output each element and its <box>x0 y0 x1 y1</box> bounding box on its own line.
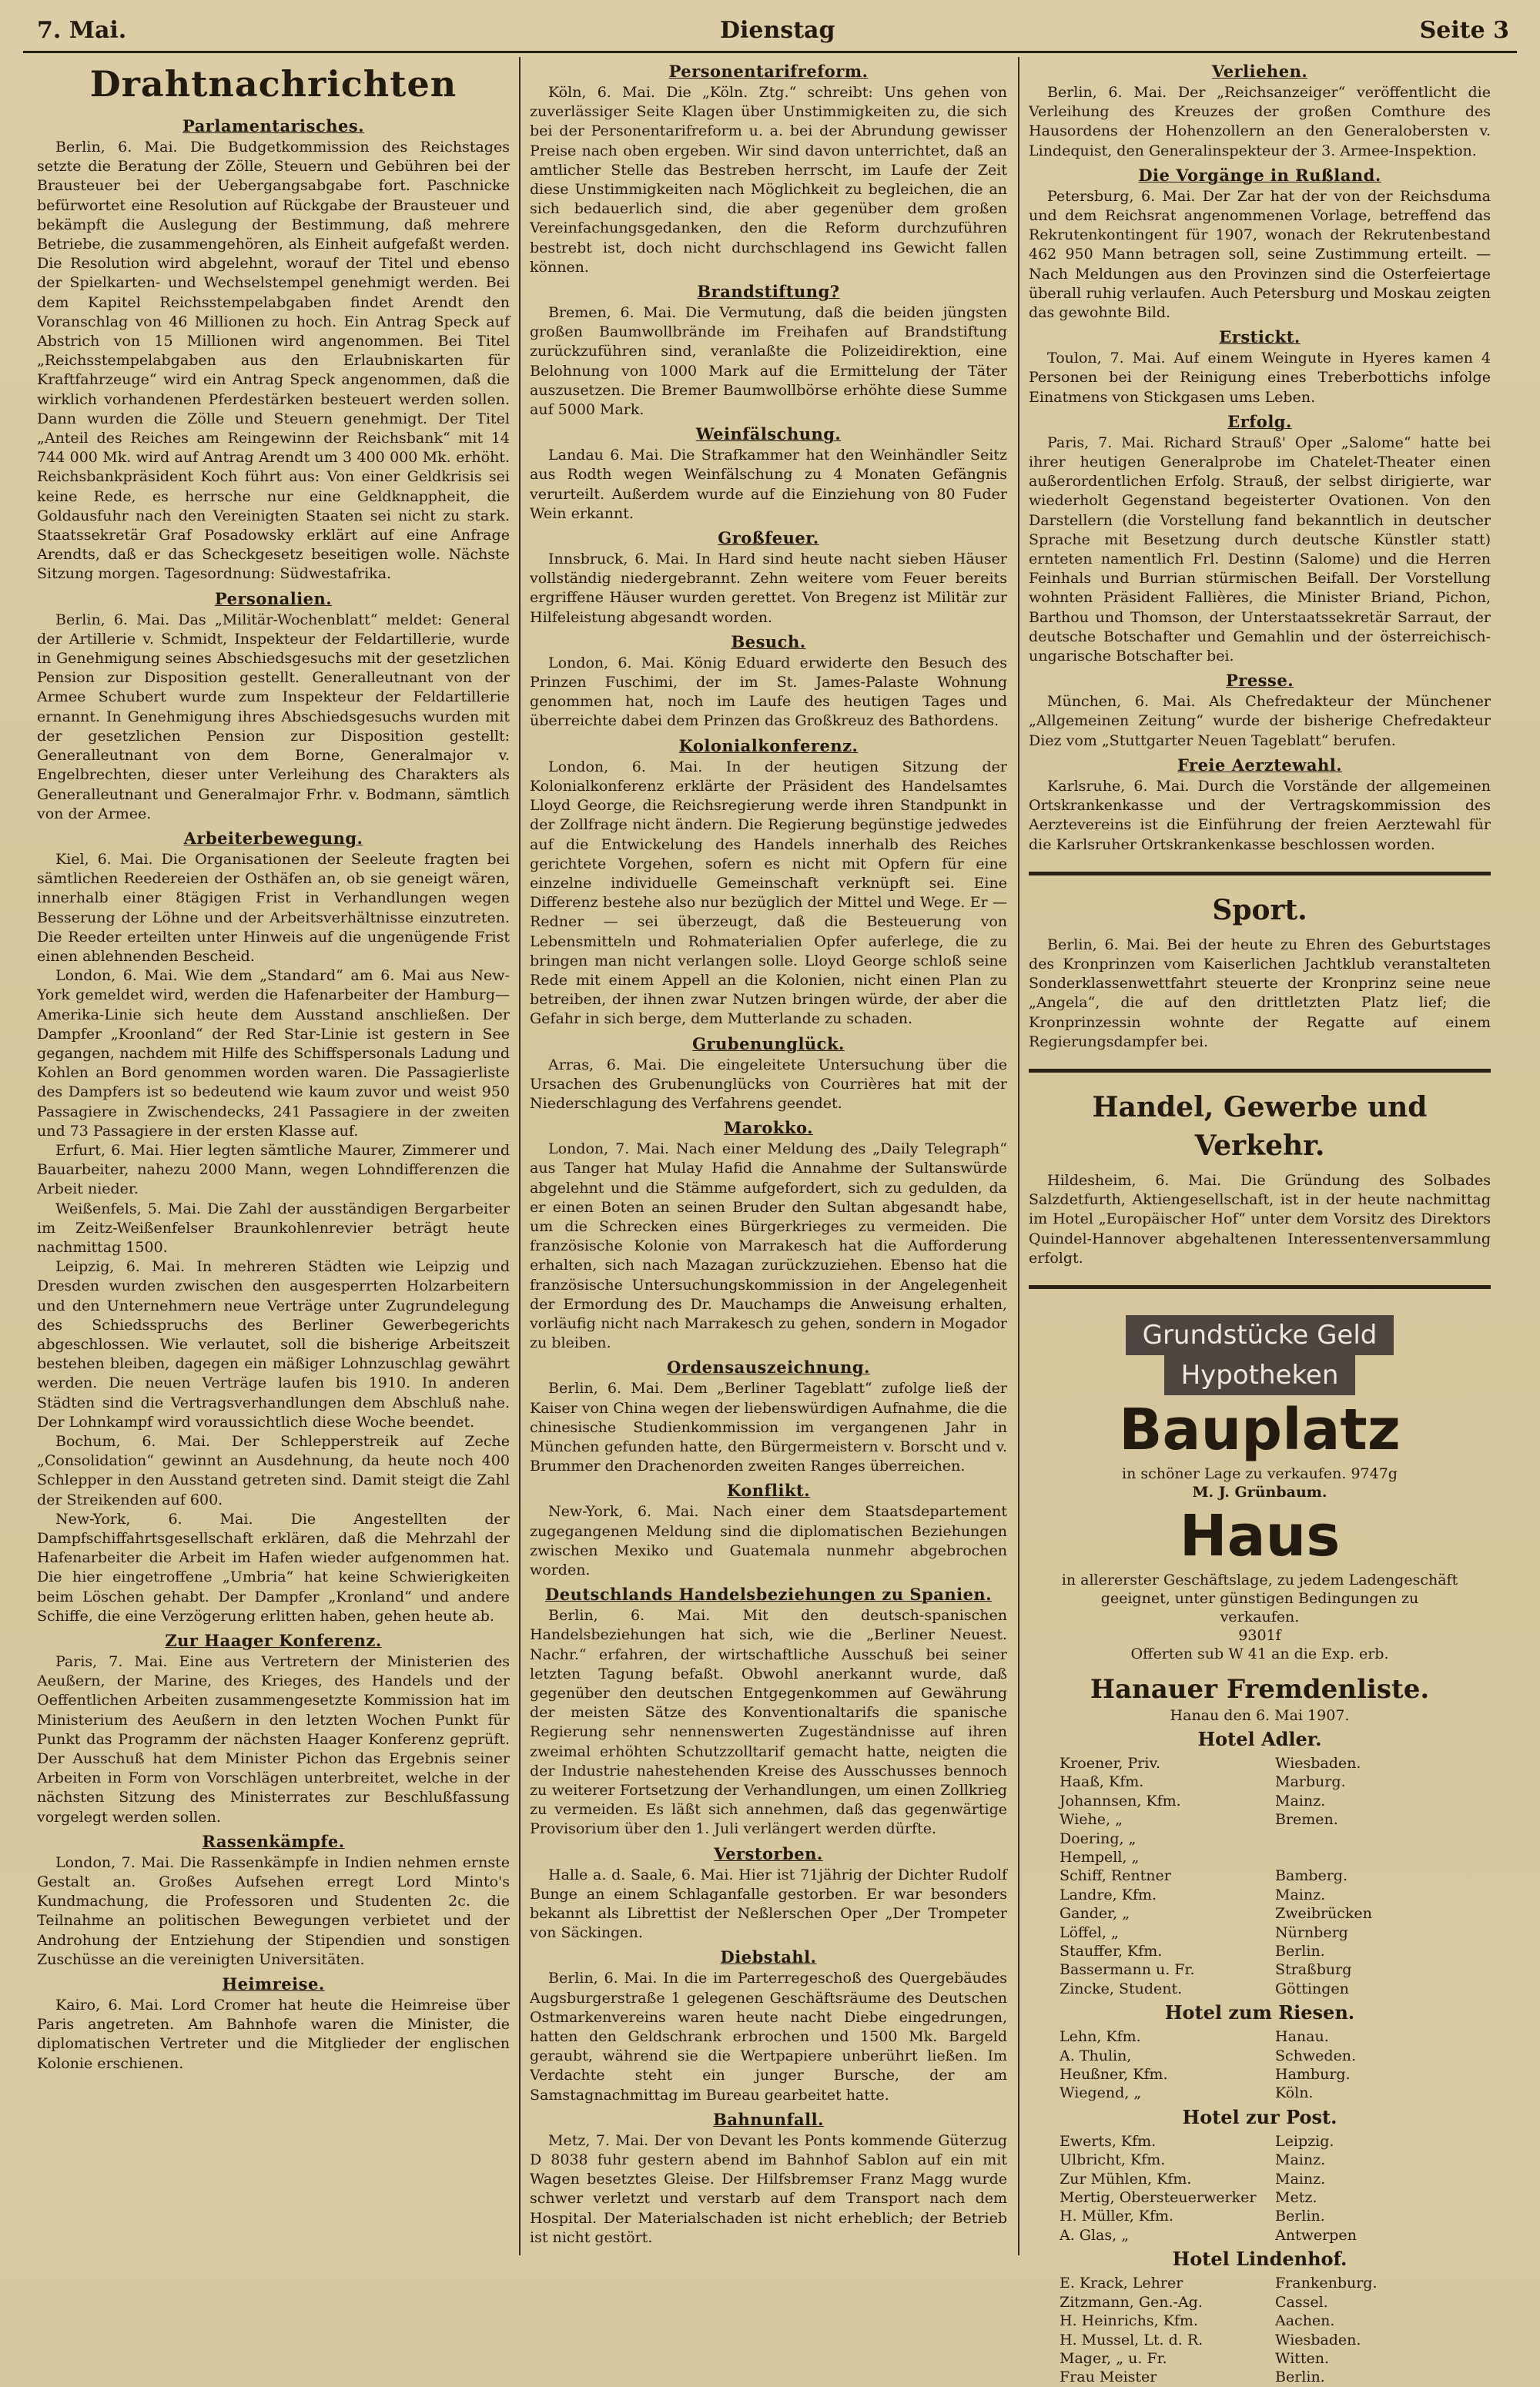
guest-row <box>1029 2331 1491 2349</box>
article-paragraph: Kairo, 6. Mai. Lord Cromer hat heute die Heimreise über Paris angetreten. Am Bahnhofe waren die Minister, die diplomatischen Vertreter und die Mitglieder der englischen Kolonie erschienen. <box>37 1997 510 2072</box>
guest-origin: Mainz. <box>1275 2170 1326 2188</box>
commerce-paragraph: Hildesheim, 6. Mai. Die Gründung des Solbades Salzdetfurth, Aktiengesellschaft, ist in der heute nachmittag im Hotel „Europäischer Hof“ unter dem Vorsitz des Direktors Quindel-Hannover abgehaltenen Interessentenversammlung erfolgt. <box>1029 1171 1491 1267</box>
sport-heading: Sport. <box>1212 893 1307 926</box>
page-header <box>0 0 1540 54</box>
article-paragraph: Petersburg, 6. Mai. Der Zar hat der von der Reichsduma und dem Reichsrat angenommenen Vorlage, betreffend das Rekrutenkontingent für 1907, wonach der Rekrutenbestand 462 950 Mann betragen soll, seine Zustimmung erteilt. — Nach Meldungen aus den Provinzen sind die Osterfeiertage überall ruhig verlaufen. Auch Petersburg und Moskau zeigten das gewohnte Bild. <box>1029 187 1491 322</box>
guest-origin: Berlin. <box>1275 2208 1325 2225</box>
ad-number: 9747g <box>1351 1465 1398 1482</box>
section-rule <box>1029 1285 1491 1289</box>
section-heading: Großfeuer. <box>718 528 819 548</box>
guest-row <box>1029 2188 1491 2207</box>
article-paragraph: Karlsruhe, 6. Mai. Durch die Vorstände der allgemeinen Ortskrankenkasse und der Vertragskommission des Aerztevereins ist die Einführung der freien Aerztewahl für die Karlsruher Ortskrankenkasse beschlossen worden. <box>1029 777 1491 853</box>
article-paragraph: Arras, 6. Mai. Die eingeleitete Untersuchung über die Ursachen des Grubenunglücks von Courrières hat mit der Niederschlagung des Verfahrens geendet. <box>530 1056 1007 1112</box>
guest-name: Schiff, Rentner <box>1060 1867 1171 1885</box>
guest-row <box>1029 1866 1491 1885</box>
guest-row <box>1029 2274 1491 2292</box>
ad-bauplatz: Bauplatz <box>1119 1396 1401 1463</box>
hotel-name: Hotel Adler. <box>1197 1727 1322 1750</box>
guest-name: Mager, „ u. Fr. <box>1060 2349 1167 2367</box>
guest-row <box>1029 2293 1491 2312</box>
guest-row <box>1029 1754 1491 1773</box>
guest-row <box>1029 2151 1491 2169</box>
guest-row <box>1029 1980 1491 1998</box>
section-heading: Arbeiterbewegung. <box>183 828 363 848</box>
hotel-name: Hotel Lindenhof. <box>1172 2248 1348 2271</box>
guest-row <box>1029 2065 1491 2084</box>
guest-origin: Bremen. <box>1275 1811 1338 1829</box>
article-paragraph: London, 7. Mai. Nach einer Meldung des „Daily Telegraph“ aus Tanger hat Mulay Hafid die Annahme der Sultanswürde abgelehnt und die Stämme aufgefordert, sich zu gedulden, da er einen Boten an seinen Bruder den Sultan abgesandt habe, um die Schrecken eines Bürgerkrieges zu vermeiden. Die französische Kolonie von Marrakesch hat die Aufforderung erhalten, sich nach Mazagan zurückzuziehen. Ebenso hat die französische Untersuchungskommission in der Angelegenheit der Ermordung des Dr. Mauchamps die Anweisung erhalten, vorläufig nicht nach Marrakesch zu gehen, sondern in Mogador zu bleiben. <box>530 1140 1007 1352</box>
guest-row <box>1029 2207 1491 2225</box>
guest-row <box>1029 1830 1491 1848</box>
guest-row <box>1029 2047 1491 2065</box>
masthead: Drahtnachrichten <box>89 63 457 105</box>
guest-name: Gander, „ <box>1060 1905 1130 1923</box>
guest-row <box>1029 1923 1491 1942</box>
section-heading: Kolonialkonferenz. <box>678 735 859 755</box>
article-paragraph: Innsbruck, 6. Mai. In Hard sind heute nacht sieben Häuser vollständig niedergebrannt. Zehn weitere vom Feuer bereits ergriffene Häuser wurden gerettet. Von Bregenz ist Militär zur Hilfeleistung abgesandt worden. <box>530 551 1007 626</box>
guest-row <box>1029 1792 1491 1810</box>
guest-name: Frau Meister <box>1060 2369 1157 2386</box>
hotel-name: Hotel zur Post. <box>1182 2105 1337 2128</box>
guest-name: Mertig, Obersteuerwerker <box>1060 2189 1257 2207</box>
guest-name: Stauffer, Kfm. <box>1060 1943 1163 1960</box>
ad-box-line: Grundstücke Geld <box>1126 1315 1394 1355</box>
guest-row <box>1029 1773 1491 1791</box>
guest-name: Zitzmann, Gen.-Ag. <box>1060 2293 1203 2311</box>
column-middle <box>530 57 1007 2255</box>
section-heading: Verliehen. <box>1211 62 1308 81</box>
article-paragraph: Bochum, 6. Mai. Der Schlepperstreik auf Zeche „Consolidation“ gewinnt an Ausdehnung, da heute noch 400 Schlepper in den Ausstand getreten sind. Damit steigt die Zahl der Streikenden auf 600. <box>37 1433 510 1508</box>
article-paragraph: Berlin, 6. Mai. Dem „Berliner Tageblatt“ zufolge ließ der Kaiser von China wegen der liebenswürdigen Aufnahme, die die chinesische Studienkommission im vergangenen Jahr in München gefunden hatte, den Bürgermeistern v. Borscht und v. Brummer den Drachenorden zweiten Ranges überreichen. <box>530 1380 1007 1475</box>
section-heading: Bahnunfall. <box>713 2109 824 2129</box>
section-rule <box>1029 1069 1491 1073</box>
guest-origin: Bamberg. <box>1275 1867 1348 1885</box>
guest-origin: Witten. <box>1275 2349 1330 2367</box>
column-divider <box>1018 57 1019 2255</box>
article-paragraph: Berlin, 6. Mai. Der „Reichsanzeiger“ veröffentlicht die Verleihung des Kreuzes der großen Comthure des Hausordens der Hohenzollern an den Generalobersten v. Lindequist, den Generalinspekteur der 3. Armee-Inspektion. <box>1029 84 1491 159</box>
header-date: 7. Mai. <box>37 17 127 44</box>
guest-origin: Berlin. <box>1275 2369 1325 2386</box>
article-paragraph: Metz, 7. Mai. Der von Devant les Ponts kommende Güterzug D 8038 fuhr gestern abend im Bahnhof Sablon auf ein mit Wagen besetztes Gleise. Der Hilfsbremser Franz Magg wurde schwer verletzt und verstarb auf dem Transport nach dem Hospital. Der Materialschaden ist nicht erheblich; der Betrieb ist nicht gestört. <box>530 2131 1007 2246</box>
section-heading: Verstorben. <box>714 1843 823 1863</box>
section-heading: Personentarifreform. <box>668 62 869 81</box>
guest-origin: Metz. <box>1275 2189 1317 2207</box>
guest-name: E. Krack, Lehrer <box>1060 2275 1183 2292</box>
guest-origin: Schweden. <box>1275 2047 1357 2064</box>
article-paragraph: Leipzig, 6. Mai. In mehreren Städten wie Leipzig und Dresden wurden zwischen den ausgesperrten Holzarbeitern und den Unternehmern neue Verträge unter Zugrundelegung des Schiedsspruchs des Berliner Gewerbegerichts abgeschlossen. Wie verlautet, soll die bisherige Arbeitszeit bestehen bleiben, dagegen ein mäßiger Lohnzuschlag gewährt werden. Die neuen Verträge laufen bis 1910. In anderen Städten sind die Vertragsverhandlungen dem Abschluß nahe. Der Lohnkampf wird voraussichtlich diese Woche beendet. <box>37 1258 510 1431</box>
guest-name: Ulbricht, Kfm. <box>1060 2151 1166 2169</box>
guest-origin: Frankenburg. <box>1275 2275 1378 2292</box>
article-paragraph: Köln, 6. Mai. Die „Köln. Ztg.“ schreibt: Uns gehen von zuverlässiger Seite Klagen über Unstimmigkeiten zu, die sich bei der Personentarifreform u. a. bei der Abrundung gewisser Preise nach oben ergeben. Wir sind davon unterrichtet, daß an amtlicher Stelle das Bestreben herrscht, im Laufe der Zeit diese Unstimmigkeiten nach Möglichkeit zu begleichen, die an sich bedauerlich sind, die aber gegenüber dem großen Vereinfachungsgedanken, den die Reform durchzuführen bestrebt ist, doch nicht durchschlagend ins Gewicht fallen können. <box>530 84 1007 276</box>
guest-name: A. Glas, „ <box>1060 2226 1130 2244</box>
guest-name: Hempell, „ <box>1060 1848 1140 1866</box>
article-paragraph: London, 6. Mai. In der heutigen Sitzung der Kolonialkonferenz erklärte der Präsident des Handelsamtes Lloyd George, die Reichsregierung werde ihren Standpunkt in der Zollfrage nicht ändern. Die Regierung begünstige jedwedes auf die Entwickelung des Handels innerhalb des Reiches gerichtete Vorgehen, sofern es nicht mit Opfern für eine einzelne individuelle Gemeinschaft verknüpft sei. Eine Differenz bestehe also nur bezüglich der Mittel und Wege. Er — Redner — sei überzeugt, daß die Besteuerung von Lebensmitteln und Rohmaterialien Opfer auferlege, die zu bringen man nicht verlangen solle. Lloyd George schloß seine Rede mit einem Appell an die Kolonien, nicht einen Plan zu betreiben, der ihnen zwar Nutzen bringen würde, der aber die Gefahr in sich berge, dem Mutterlande zu schaden. <box>530 758 1007 1028</box>
ad-text: in schöner Lage zu verkaufen. <box>1122 1465 1347 1482</box>
section-heading: Personalien. <box>214 588 333 608</box>
guest-origin: Mainz. <box>1275 2151 1326 2169</box>
section-heading: Deutschlands Handelsbeziehungen zu Spanien. <box>544 1585 993 1605</box>
guest-origin: Aachen. <box>1275 2312 1335 2330</box>
guest-origin: Göttingen <box>1275 1980 1349 1997</box>
guest-origin: Wiesbaden. <box>1275 2331 1361 2348</box>
article-paragraph: London, 6. Mai. Wie dem „Standard“ am 6. Mai aus New-York gemeldet wird, werden die Hafenarbeiter der Hamburg—Amerika-Linie sich heute dem Ausstand anschließen. Der Dampfer „Kroonland“ der Red Star-Linie ist gestern in See gegangen, nachdem mit Hilfe des Schiffspersonals Ladung und Kohlen an Bord genommen worden waren. Die Passagierliste des Dampfers ist so bedeutend wie kaum zuvor und weist 950 Passagiere in Zwischendecks, 241 Passagiere in der zweiten und 73 Passagiere in der ersten Klasse auf. <box>37 967 510 1140</box>
guest-origin: Mainz. <box>1275 1886 1326 1903</box>
article-paragraph: London, 7. Mai. Die Rassenkämpfe in Indien nehmen ernste Gestalt an. Großes Aufsehen erregt Lord Minto's Kundmachung, die Professoren und Studenten 2c. die Teilnahme an politischen Bewegungen verbietet und der Androhung der Entziehung der Stipendien und sonstigen Zuschüsse an die vereinigten Universitäten. <box>37 1853 510 1968</box>
guest-name: Lehn, Kfm. <box>1060 2028 1141 2046</box>
guest-name: Doering, „ <box>1060 1830 1137 1847</box>
guest-name: Bassermann u. Fr. <box>1060 1961 1195 1979</box>
guest-row <box>1029 2132 1491 2151</box>
article-paragraph: Kiel, 6. Mai. Die Organisationen der Seeleute fragten bei sämtlichen Reedereien der Osthäfen an, ob sie geneigt wären, innerhalb einer 8tägigen Frist in Verhandlungen wegen Besserung der Löhne und der Arbeitsverhältnisse einzutreten. Die Reeder erteilten unter Hinweis auf die ungenügende Frist einen ablehnenden Bescheid. <box>37 850 510 965</box>
guest-row <box>1029 1904 1491 1923</box>
section-heading: Die Vorgänge in Rußland. <box>1138 165 1381 185</box>
section-heading: Konflikt. <box>726 1481 811 1501</box>
article-paragraph: Erfurt, 6. Mai. Hier legten sämtliche Maurer, Zimmerer und Bauarbeiter, nahezu 2000 Mann, wegen Lohndifferenzen die Arbeit nieder. <box>37 1141 510 1198</box>
ad-box-wrapper <box>1060 1315 1460 1395</box>
section-heading: Brandstiftung? <box>697 282 840 302</box>
guest-origin: Köln. <box>1275 2084 1314 2102</box>
ad-box-line: Hypotheken <box>1164 1355 1356 1395</box>
guest-name: Kroener, Priv. <box>1060 1754 1160 1772</box>
section-heading: Presse. <box>1225 671 1294 691</box>
guest-row <box>1029 2084 1491 2102</box>
section-heading: Ordensauszeichnung. <box>667 1358 870 1378</box>
header-rule <box>23 51 1517 53</box>
guest-row <box>1029 2226 1491 2245</box>
guest-name: Heußner, Kfm. <box>1060 2066 1168 2084</box>
guest-origin: Berlin. <box>1275 1943 1325 1960</box>
section-heading: Heimreise. <box>222 1974 325 1994</box>
hotel-name: Hotel zum Riesen. <box>1164 2001 1355 2024</box>
guest-name: H. Heinrichs, Kfm. <box>1060 2312 1198 2330</box>
article-paragraph: München, 6. Mai. Als Chefredakteur der Münchener „Allgemeinen Zeitung“ wurde der bisherige Chefredakteur Diez vom „Stuttgarter Neuen Tageblatt“ berufen. <box>1029 693 1491 749</box>
header-page-number: Seite 3 <box>1419 17 1509 44</box>
guest-name: Landre, Kfm. <box>1060 1886 1157 1903</box>
sport-paragraph: Berlin, 6. Mai. Bei der heute zu Ehren des Geburtstages des Kronprinzen vom Kaiserlichen Jachtklub veranstalteten Sonderklassenwettfahrt steuerte der Kronprinz seine neue „Angela“, die auf den drittletzten Platz lief; die Kronprinzessin wohnte der Regatte auf einem Regierungsdampfer bei. <box>1029 936 1491 1050</box>
guest-origin: Straßburg <box>1275 1961 1352 1979</box>
section-rule <box>1029 872 1491 875</box>
ad-advertiser: M. J. Grünbaum. <box>1192 1483 1327 1501</box>
article-paragraph: Berlin, 6. Mai. Mit den deutsch-spanischen Handelsbeziehungen hat sich, wie die „Berliner Neuest. Nachr.“ erfahren, der wirtschaftliche Ausschuß bei seiner letzten Tagung befaßt. Obwohl anerkannt wurde, daß gegenüber den deutschen Entgegenkommen auf Gewährung der meisten Sätze des Konventionaltarifs die spanische Regierung sehr nennenswerten Zugeständnisse auf ihren zweimal erhöhten Schutzzolltarif gemacht hatte, neigten die der Industrie nahestehenden Kreise des Ausschusses bennoch zu weiterer Fortsetzung der Verhandlungen, um einen Zollkrieg zu vermeiden. Es läßt sich annehmen, daß das gegenwärtige Provisorium über den 1. Juli verlängert werden dürfte. <box>530 1607 1007 1838</box>
section-heading: Erstickt. <box>1219 327 1301 347</box>
ad-number: 9301f <box>1238 1626 1281 1644</box>
guest-origin: Wiesbaden. <box>1275 1754 1361 1772</box>
section-heading: Marokko. <box>724 1118 813 1138</box>
guest-list-date: Hanau den 6. Mai 1907. <box>1170 1706 1350 1724</box>
section-heading: Grubenunglück. <box>692 1033 845 1053</box>
header-day: Dienstag <box>720 17 835 44</box>
article-paragraph: Bremen, 6. Mai. Die Vermutung, daß die beiden jüngsten großen Baumwollbrände im Freihafen auf Brandstiftung zurückzuführen sind, veranlaßte die Polizeidirektion, eine Belohnung von 1000 Mark auf die Ermittelung der Täter auszusetzen. Die Bremer Baumwollbörse erhöhte diese Summe auf 5000 Mark. <box>530 304 1007 419</box>
guest-row <box>1029 1886 1491 1904</box>
article-paragraph: Weißenfels, 5. Mai. Die Zahl der ausständigen Bergarbeiter im Zeitz-Weißenfelser Braunkohlenrevier beträgt heute nachmittag 1500. <box>37 1200 510 1256</box>
guest-name: A. Thulin, <box>1060 2047 1132 2064</box>
article-paragraph: Berlin, 6. Mai. In die im Parterregeschoß des Quergebäudes Augsburgerstraße 1 gelegenen Geschäftsräume des Deutschen Ostmarkenvereins waren heute nacht Diebe eingedrungen, hatten den Geldschrank erbrochen und 1500 Mk. Bargeld geraubt, während sie die Wertpapiere unberührt ließen. Im Verdachte steht ein junger Bursche, der am Samstagnachmittag im Bureau gearbeitet hatte. <box>530 1970 1007 2104</box>
guest-name: Löffel, „ <box>1060 1923 1119 1941</box>
hotel-guest-list <box>1029 1672 1491 2387</box>
article-paragraph: Paris, 7. Mai. Richard Straußꞌ Oper „Salome“ hatte bei ihrer heutigen Generalprobe im Chatelet-Theater einen außerordentlichen Erfolg. Strauß, der selbst dirigierte, war wiederholt Gegenstand begeisterter Ovationen. Von den Darstellern (die Vorstellung fand bekanntlich in deutscher Sprache mit Besetzung durch deutsche Künstler statt) ernteten namentlich Frl. Destinn (Salome) und die Herren Feinhals und Burrian stürmischen Beifall. Der Vorstellung wohnten Präsident Fallières, die Minister Briand, Pichon, Barthou und Thomson, der Unterstaatssekretär Sarraut, der deutsche Botschafter und Gemahlin und der österreichisch-ungarische Botschafter bei. <box>1029 434 1491 665</box>
section-heading: Erfolg. <box>1227 411 1292 431</box>
real-estate-advertisement <box>1060 1315 1460 1663</box>
article-paragraph: New-York, 6. Mai. Die Angestellten der Dampfschiffahrtsgesellschaft erklären, daß die Mehrzahl der Hafenarbeiter die Arbeit im Hafen wieder aufgenommen hat. Die hier eingetroffene „Umbria“ hat keine Schwierigkeiten beim Löschen gehabt. Der Dampfer „Kronland“ und andere Schiffe, die eine Verzögerung erlitten haben, gehen heute ab. <box>37 1510 510 1625</box>
guest-row <box>1029 2368 1491 2386</box>
guest-origin: Marburg. <box>1275 1773 1346 1791</box>
article-paragraph: Berlin, 6. Mai. Die Budgetkommission des Reichstages setzte die Beratung der Zölle, Steuern und Gebühren bei der Brausteuer bei der Uebergangsabgabe fort. Paschnicke befürwortet eine Resolution auf Rückgabe der Brausteuer und bekämpft die Auslegung der Bestimmung, daß mehrere Betriebe, die zusammengehören, als Einheit aufgefaßt werden. Die Resolution wird abgelehnt, worauf der Titel und ebenso der Spielkarten- und Wechselstempel genehmigt werden. Bei dem Kapitel Reichsstempelabgaben findet Arendt den Voranschlag von 46 Millionen zu hoch. Ein Antrag Speck auf Abstrich von 15 Millionen wird angenommen. Bei Titel „Reichsstempelabgaben aus den Erlaubniskarten für Kraftfahrzeuge“ wird ein Antrag Speck angenommen, daß die wirklich vorhandenen Pferdestärken besteuert werden sollen. Dann wurden die Zölle und Steuern genehmigt. Der Titel „Anteil des Reiches am Reingewinn der Reichsbank“ mit 14 744 000 Mk. wird auf Antrag Arendt um 3 400 000 Mk. erhöht. Reichsbankpräsident Koch führt aus: Von einer Geldkrisis sei keine Rede, es herrsche nur eine Geldknappheit, die Goldausfuhr nach den Vereinigten Staaten sei nicht zu stark. Staatssekretär Graf Posadowsky erklärt auf eine Anfrage Arendts, daß er das Scheckgesetz beseitigen wolle. Nächste Sitzung morgen. Tagesordnung: Südwestafrika. <box>37 139 510 583</box>
article-paragraph: Halle a. d. Saale, 6. Mai. Hier ist 71jährig der Dichter Rudolf Bunge an einem Schlaganfalle gestorben. Er war besonders bekannt als Librettist der Neßlerschen Oper „Der Trompeter von Säckingen. <box>530 1866 1007 1942</box>
article-paragraph: Berlin, 6. Mai. Das „Militär-Wochenblatt“ meldet: General der Artillerie v. Schmidt, Inspekteur der Feldartillerie, wurde in Genehmigung seines Abschiedsgesuchs mit der gesetzlichen Pension zur Disposition gestellt. Generalleutnant von der Armee Schubert wurde zum Inspekteur der Feldartillerie ernannt. In Genehmigung ihres Abschiedsgesuchs wurden mit der gesetzlichen Pension zur Disposition gestellt: Generalleutnant von dem Borne, Generalmajor v. Engelbrechten, dieser unter Verleihung des Charakters als Generalleutnant und Generalmajor Frhr. v. Bodmann, sämtlich von der Armee. <box>37 611 510 822</box>
guest-row <box>1029 1810 1491 1829</box>
article-paragraph: New-York, 6. Mai. Nach einer dem Staatsdepartement zugegangenen Meldung sind die diplomatischen Beziehungen zwischen Mexiko und Guatemala nunmehr abgebrochen worden. <box>530 1503 1007 1578</box>
ad-haus: Haus <box>1179 1502 1341 1569</box>
article-paragraph: London, 6. Mai. König Eduard erwiderte den Besuch des Prinzen Fuschimi, der im St. James-Palaste Wohnung genommen hat, noch im Laufe des heutigen Tages und überreichte dabei dem Prinzen das Großkreuz des Bathordens. <box>530 654 1007 730</box>
guest-origin: Cassel. <box>1275 2293 1328 2311</box>
guest-name: Ewerts, Kfm. <box>1060 2132 1157 2150</box>
guest-row <box>1029 2349 1491 2368</box>
section-heading: Diebstahl. <box>720 1947 817 1967</box>
ad-text: Offerten sub W 41 an die Exp. erb. <box>1130 1645 1389 1662</box>
guest-row <box>1029 1960 1491 1979</box>
article-paragraph: Landau 6. Mai. Die Strafkammer hat den Weinhändler Seitz aus Rodth wegen Weinfälschung zu 4 Monaten Gefängnis verurteilt. Außerdem wurde auf die Einziehung von 80 Fuder Wein erkannt. <box>530 447 1007 522</box>
ad-line <box>1060 1465 1460 1483</box>
section-heading: Freie Aerztewahl. <box>1177 755 1343 775</box>
guest-name: Wiehe, „ <box>1060 1811 1123 1829</box>
guest-name: Zur Mühlen, Kfm. <box>1060 2170 1192 2188</box>
column-divider <box>519 57 521 2255</box>
section-heading: Weinfälschung. <box>695 424 842 444</box>
guest-row <box>1029 1848 1491 1866</box>
guest-row <box>1029 1942 1491 1960</box>
guest-name: Wiegend, „ <box>1060 2084 1142 2102</box>
guest-name: H. Müller, Kfm. <box>1060 2208 1174 2225</box>
guest-name: Johannsen, Kfm. <box>1060 1792 1181 1810</box>
guest-name: Zincke, Student. <box>1060 1980 1183 1997</box>
guest-origin: Leipzig. <box>1275 2132 1334 2150</box>
guest-row <box>1029 2170 1491 2188</box>
guest-origin: Antwerpen <box>1275 2226 1357 2244</box>
section-heading: Rassenkämpfe. <box>202 1831 345 1851</box>
guest-row <box>1029 2312 1491 2330</box>
ad-text: in allererster Geschäftslage, zu jedem Ladengeschäft geeignet, unter günstigen Bedingungen zu verkaufen. <box>1061 1571 1458 1625</box>
section-heading: Besuch. <box>731 631 806 651</box>
column-right <box>1029 57 1491 2386</box>
column-left <box>37 57 510 2255</box>
article-paragraph: Toulon, 7. Mai. Auf einem Weingute in Hyeres kamen 4 Personen bei der Reinigung eines Treberbottichs infolge Einatmens von Stickgasen ums Leben. <box>1029 350 1491 406</box>
guest-origin: Hamburg. <box>1275 2066 1351 2084</box>
guest-list-title: Hanauer Fremdenliste. <box>1090 1673 1430 1705</box>
guest-origin: Zweibrücken <box>1275 1905 1372 1923</box>
guest-origin: Nürnberg <box>1275 1923 1348 1941</box>
guest-name: Haaß, Kfm. <box>1060 1773 1144 1791</box>
article-paragraph: Paris, 7. Mai. Eine aus Vertretern der Ministerien des Aeußern, der Marine, des Krieges, des Handels und der Oeffentlichen Arbeiten zusammengesetzte Kommission hat im Ministerium des Aeußern in den letzten Wochen Punkt für Punkt das Programm der nächsten Haager Konferenz geprüft. Der Ausschuß hat dem Minister Pichon das Ergebnis seiner Arbeiten in Form von Vorschlägen unterbreitet, welche in der nächsten Sitzung des Ministerrates zur Beschlußfassung vorgelegt werden sollen. <box>37 1653 510 1826</box>
commerce-heading: Handel, Gewerbe und Verkehr. <box>1092 1090 1428 1162</box>
section-heading: Parlamentarisches. <box>182 116 365 136</box>
section-heading: Zur Haager Konferenz. <box>165 1631 382 1651</box>
guest-origin: Mainz. <box>1275 1792 1326 1810</box>
guest-row <box>1029 2027 1491 2046</box>
guest-origin: Hanau. <box>1275 2028 1329 2046</box>
guest-name: H. Mussel, Lt. d. R. <box>1060 2331 1204 2348</box>
